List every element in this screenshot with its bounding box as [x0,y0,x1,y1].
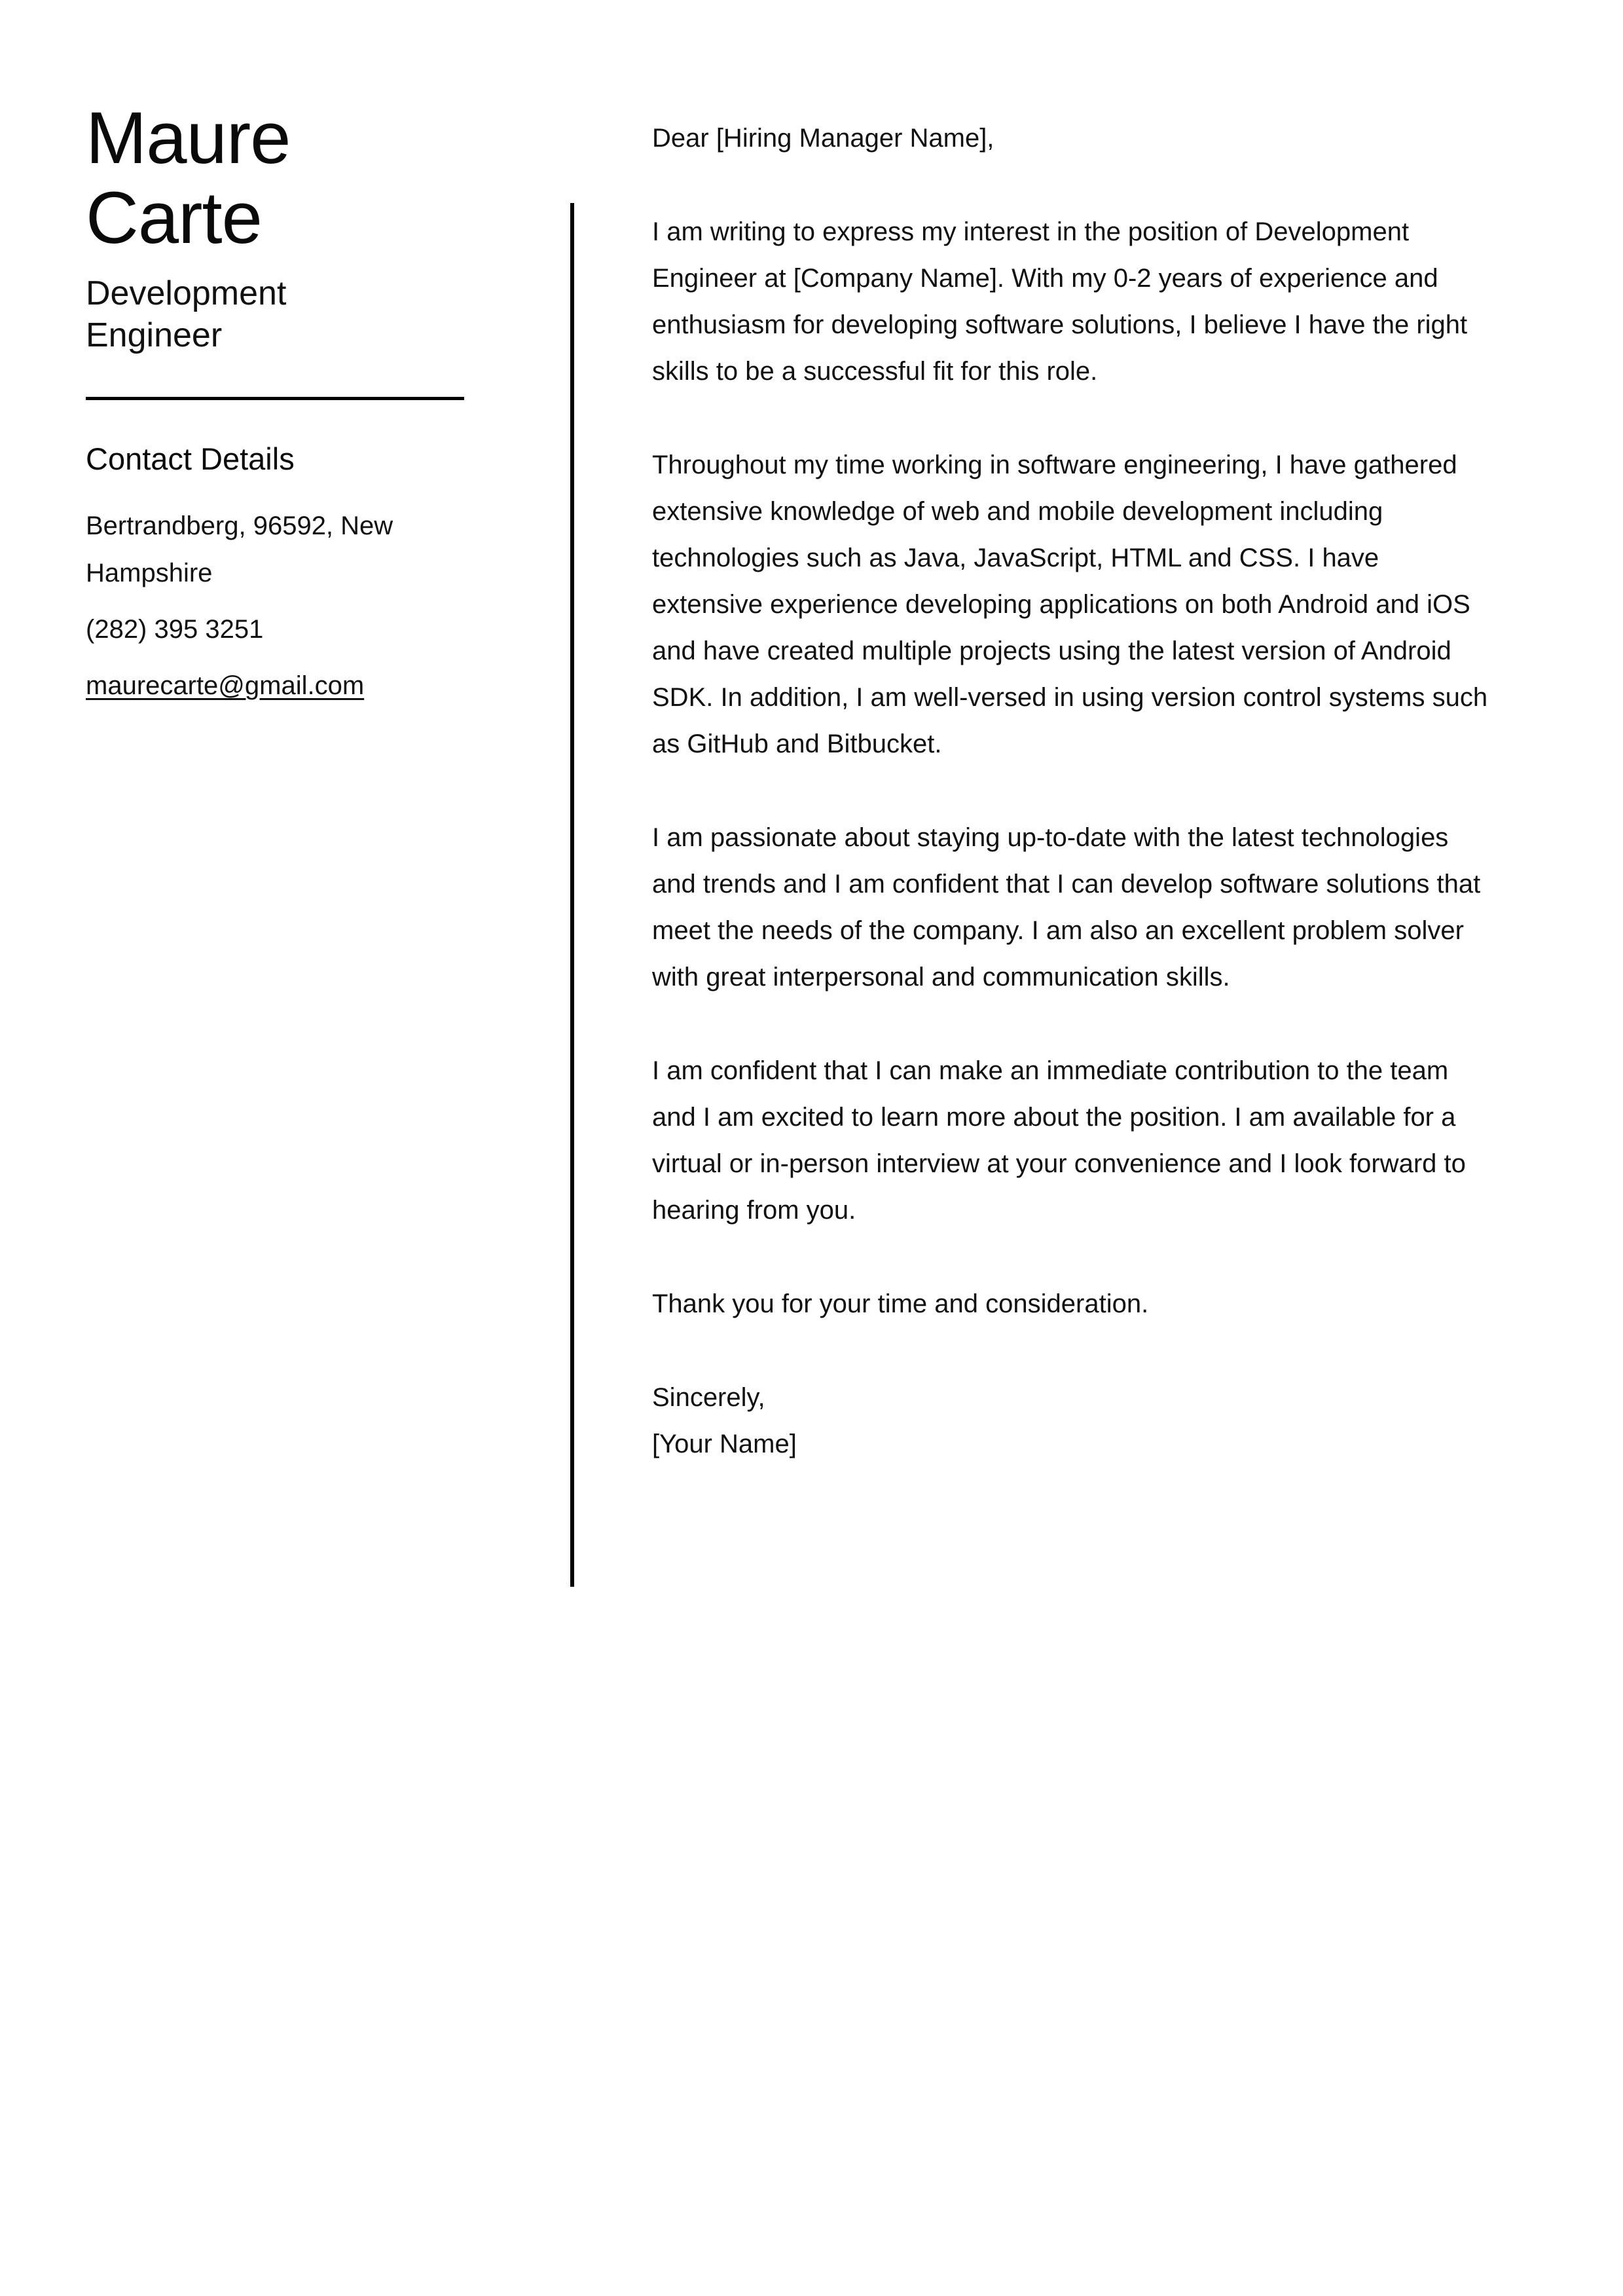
last-name: Carte [86,177,262,259]
letter-closing [652,1375,1497,1468]
sidebar [86,98,485,709]
first-name: Maure [86,97,291,179]
sidebar-divider-rule [86,397,464,400]
letter-signature-name: [Your Name] [652,1430,797,1458]
contact-details-list [86,502,485,709]
column-divider-rule [570,203,574,1587]
contact-email-item [86,662,452,709]
letter-paragraph-4: I am confident that I can make an immediate contribution to the team and I am excited to learn more about the position. I am available for a virtual or in-person interview at your convenience and I look forward to hearing from you. [652,1056,1466,1225]
contact-phone: (282) 395 3251 [86,615,264,644]
letter-salutation: Dear [Hiring Manager Name], [652,124,994,153]
contact-address: Bertrandberg, 96592, New Hampshire [86,511,393,587]
job-title [86,272,485,356]
letter-body [652,115,1497,1468]
letter-paragraph-1: I am writing to express my interest in the position of Development Engineer at [Company Name]. With my 0-2 years of experience and enthusiasm for developing software solutions, I believe I have the right skills to be a successful fit for this role. [652,217,1468,386]
letter-paragraph-3: I am passionate about staying up-to-date with the latest technologies and trends and I am confident that I can develop software solutions that meet the needs of the company. I am also an excellent problem solver with great interpersonal and communication skills. [652,823,1481,991]
letter-thank-you: Thank you for your time and consideration. [652,1289,1149,1318]
letter-paragraph-2: Throughout my time working in software engineering, I have gathered extensive knowledge of web and mobile development including technologies such as Java, JavaScript, HTML and CSS. I have extensive experience developing applications on both Android and iOS and have created multiple projects using the latest version of Android SDK. In addition, I am well-versed in using version control systems such as GitHub and Bitbucket. [652,451,1488,758]
job-title-line-2: Engineer [86,316,223,354]
applicant-name [86,98,485,258]
letter-sign-off: Sincerely, [652,1383,765,1412]
contact-email-link[interactable]: maurecarte@gmail.com [86,671,365,700]
contact-details-heading: Contact Details [86,441,295,476]
job-title-line-1: Development [86,274,287,312]
